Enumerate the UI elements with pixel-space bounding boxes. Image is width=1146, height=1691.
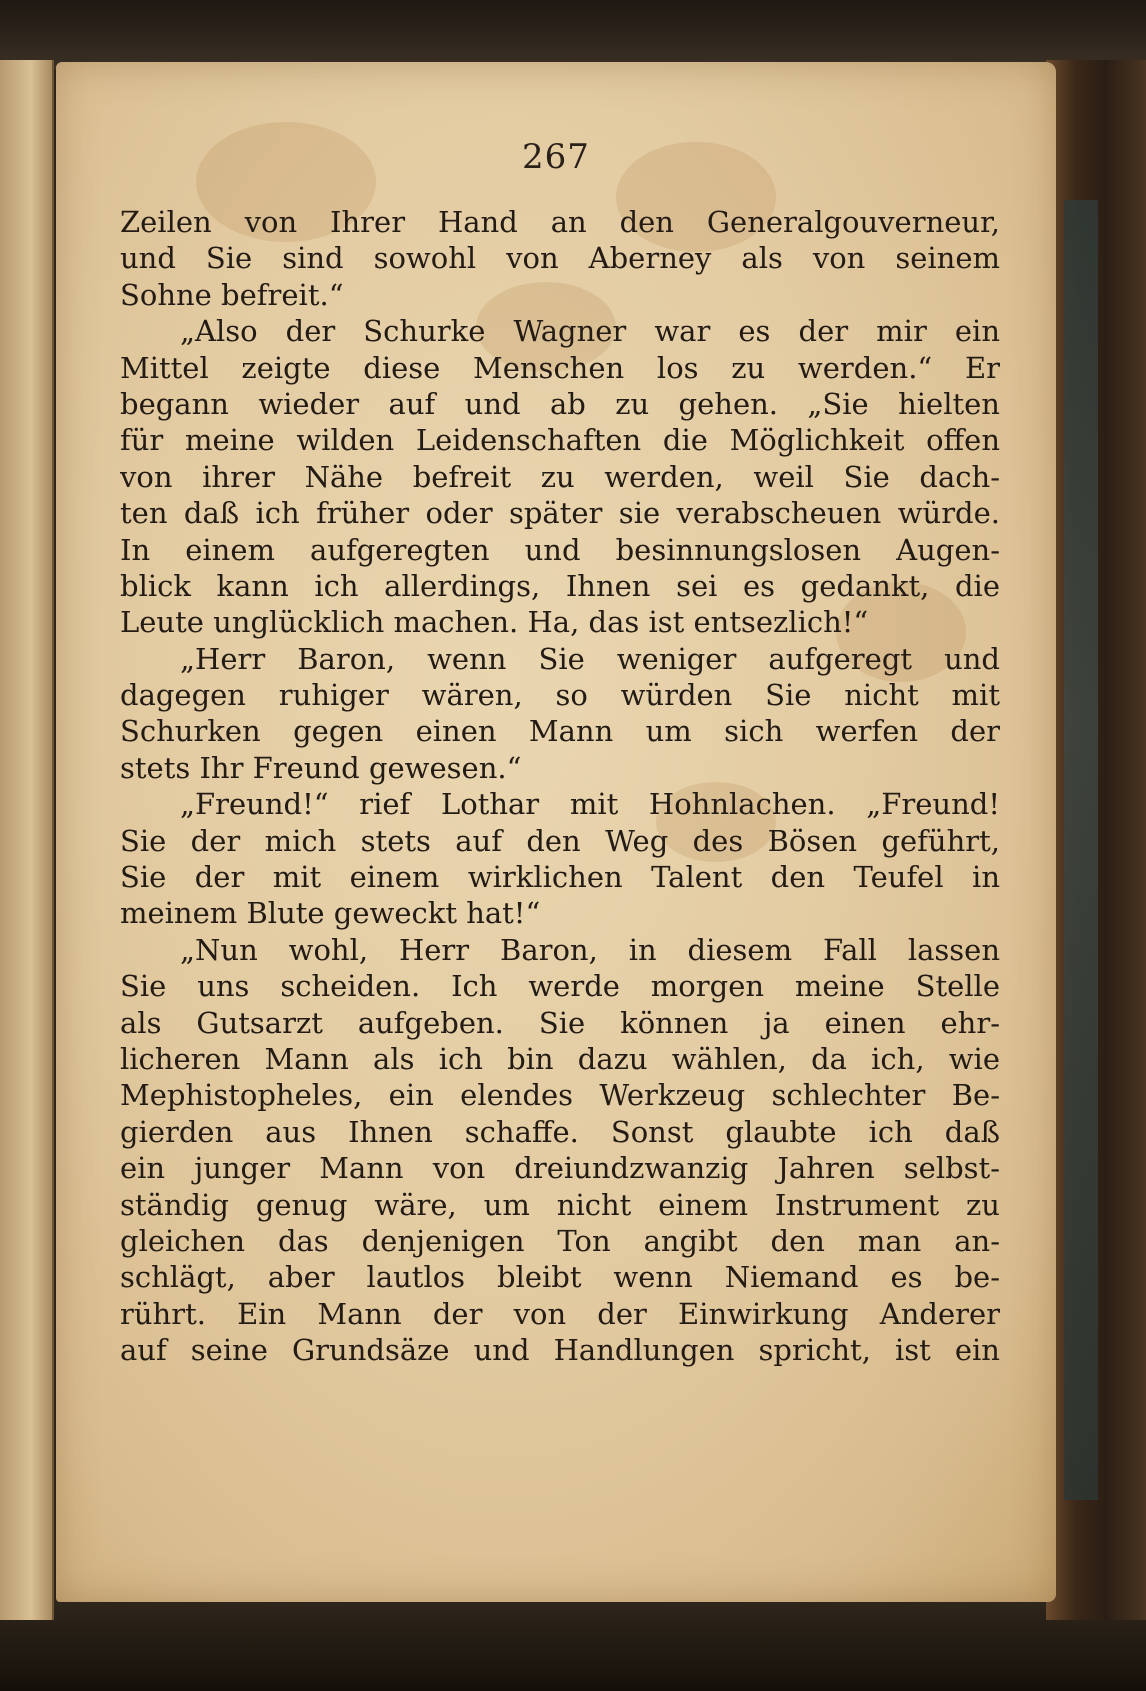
text-line: licheren Mann als ich bin dazu wählen, da ich, wie (120, 1041, 1000, 1076)
text-line: Sie der mit einem wirklichen Talent den Teufel in (120, 860, 1000, 895)
text-line: begann wieder auf und ab zu gehen. „Sie hielten (120, 386, 1000, 421)
text-line: Zeilen von Ihrer Hand an den Generalgouverneur, (120, 205, 1000, 239)
book-spine (1046, 60, 1146, 1620)
text-line: ständig genug wäre, um nicht einem Instrument zu (120, 1187, 1000, 1222)
text-line: Mittel zeigte diese Menschen los zu werden.“ Er (120, 350, 1000, 385)
text-line: Leute unglücklich machen. Ha, das ist entsezlich!“ (120, 605, 869, 640)
text-line: Sie der mich stets auf den Weg des Bösen geführt, (120, 823, 1000, 858)
text-line: dagegen ruhiger wären, so würden Sie nicht mit (120, 678, 1000, 713)
text-line: „Nun wohl, Herr Baron, in diesem Fall lassen (180, 932, 1000, 967)
text-line: schlägt, aber lautlos bleibt wenn Niemand es be- (120, 1260, 1000, 1295)
facing-page-edge (0, 60, 54, 1620)
text-line: als Gutsarzt aufgeben. Sie können ja einen ehr- (120, 1005, 1000, 1040)
text-line: für meine wilden Leidenschaften die Möglichkeit offen (120, 423, 1000, 458)
text-line: Sohne befreit.“ (120, 277, 344, 312)
spine-cloth-strip (1064, 200, 1098, 1500)
text-line: ein junger Mann von dreiundzwanzig Jahren selbst- (120, 1151, 1000, 1186)
text-line: und Sie sind sowohl von Aberney als von seinem (120, 241, 1000, 276)
text-line: blick kann ich allerdings, Ihnen sei es gedankt, die (120, 568, 1000, 603)
page-text (120, 204, 1000, 1369)
text-line: gierden aus Ihnen schaffe. Sonst glaubte ich daß (120, 1114, 1000, 1149)
text-line: meinem Blute geweckt hat!“ (120, 896, 541, 931)
text-line: stets Ihr Freund gewesen.“ (120, 750, 522, 785)
text-line: Schurken gegen einen Mann um sich werfen der (120, 714, 1000, 749)
text-line: auf seine Grundsäze und Handlungen spricht, ist ein (120, 1333, 1000, 1368)
book-page (56, 62, 1056, 1602)
page-number: 267 (522, 137, 590, 177)
text-line: ten daß ich früher oder später sie verabscheuen würde. (120, 496, 1000, 531)
text-line: Sie uns scheiden. Ich werde morgen meine Stelle (120, 969, 1000, 1004)
text-line: rührt. Ein Mann der von der Einwirkung Anderer (120, 1296, 1000, 1331)
book-cover-top (0, 0, 1146, 70)
text-line: „Herr Baron, wenn Sie weniger aufgeregt und (180, 641, 1000, 676)
text-line: „Also der Schurke Wagner war es der mir ein (180, 314, 1000, 349)
text-line: gleichen das denjenigen Ton angibt den man an- (120, 1223, 1000, 1258)
text-line: „Freund!“ rief Lothar mit Hohnlachen. „Freund! (180, 787, 1000, 822)
text-line: In einem aufgeregten und besinnungslosen Augen- (120, 532, 1000, 567)
book-cover-bottom (0, 1601, 1146, 1691)
text-line: Mephistopheles, ein elendes Werkzeug schlechter Be- (120, 1078, 1000, 1113)
text-line: von ihrer Nähe befreit zu werden, weil Sie dach- (120, 459, 1000, 494)
